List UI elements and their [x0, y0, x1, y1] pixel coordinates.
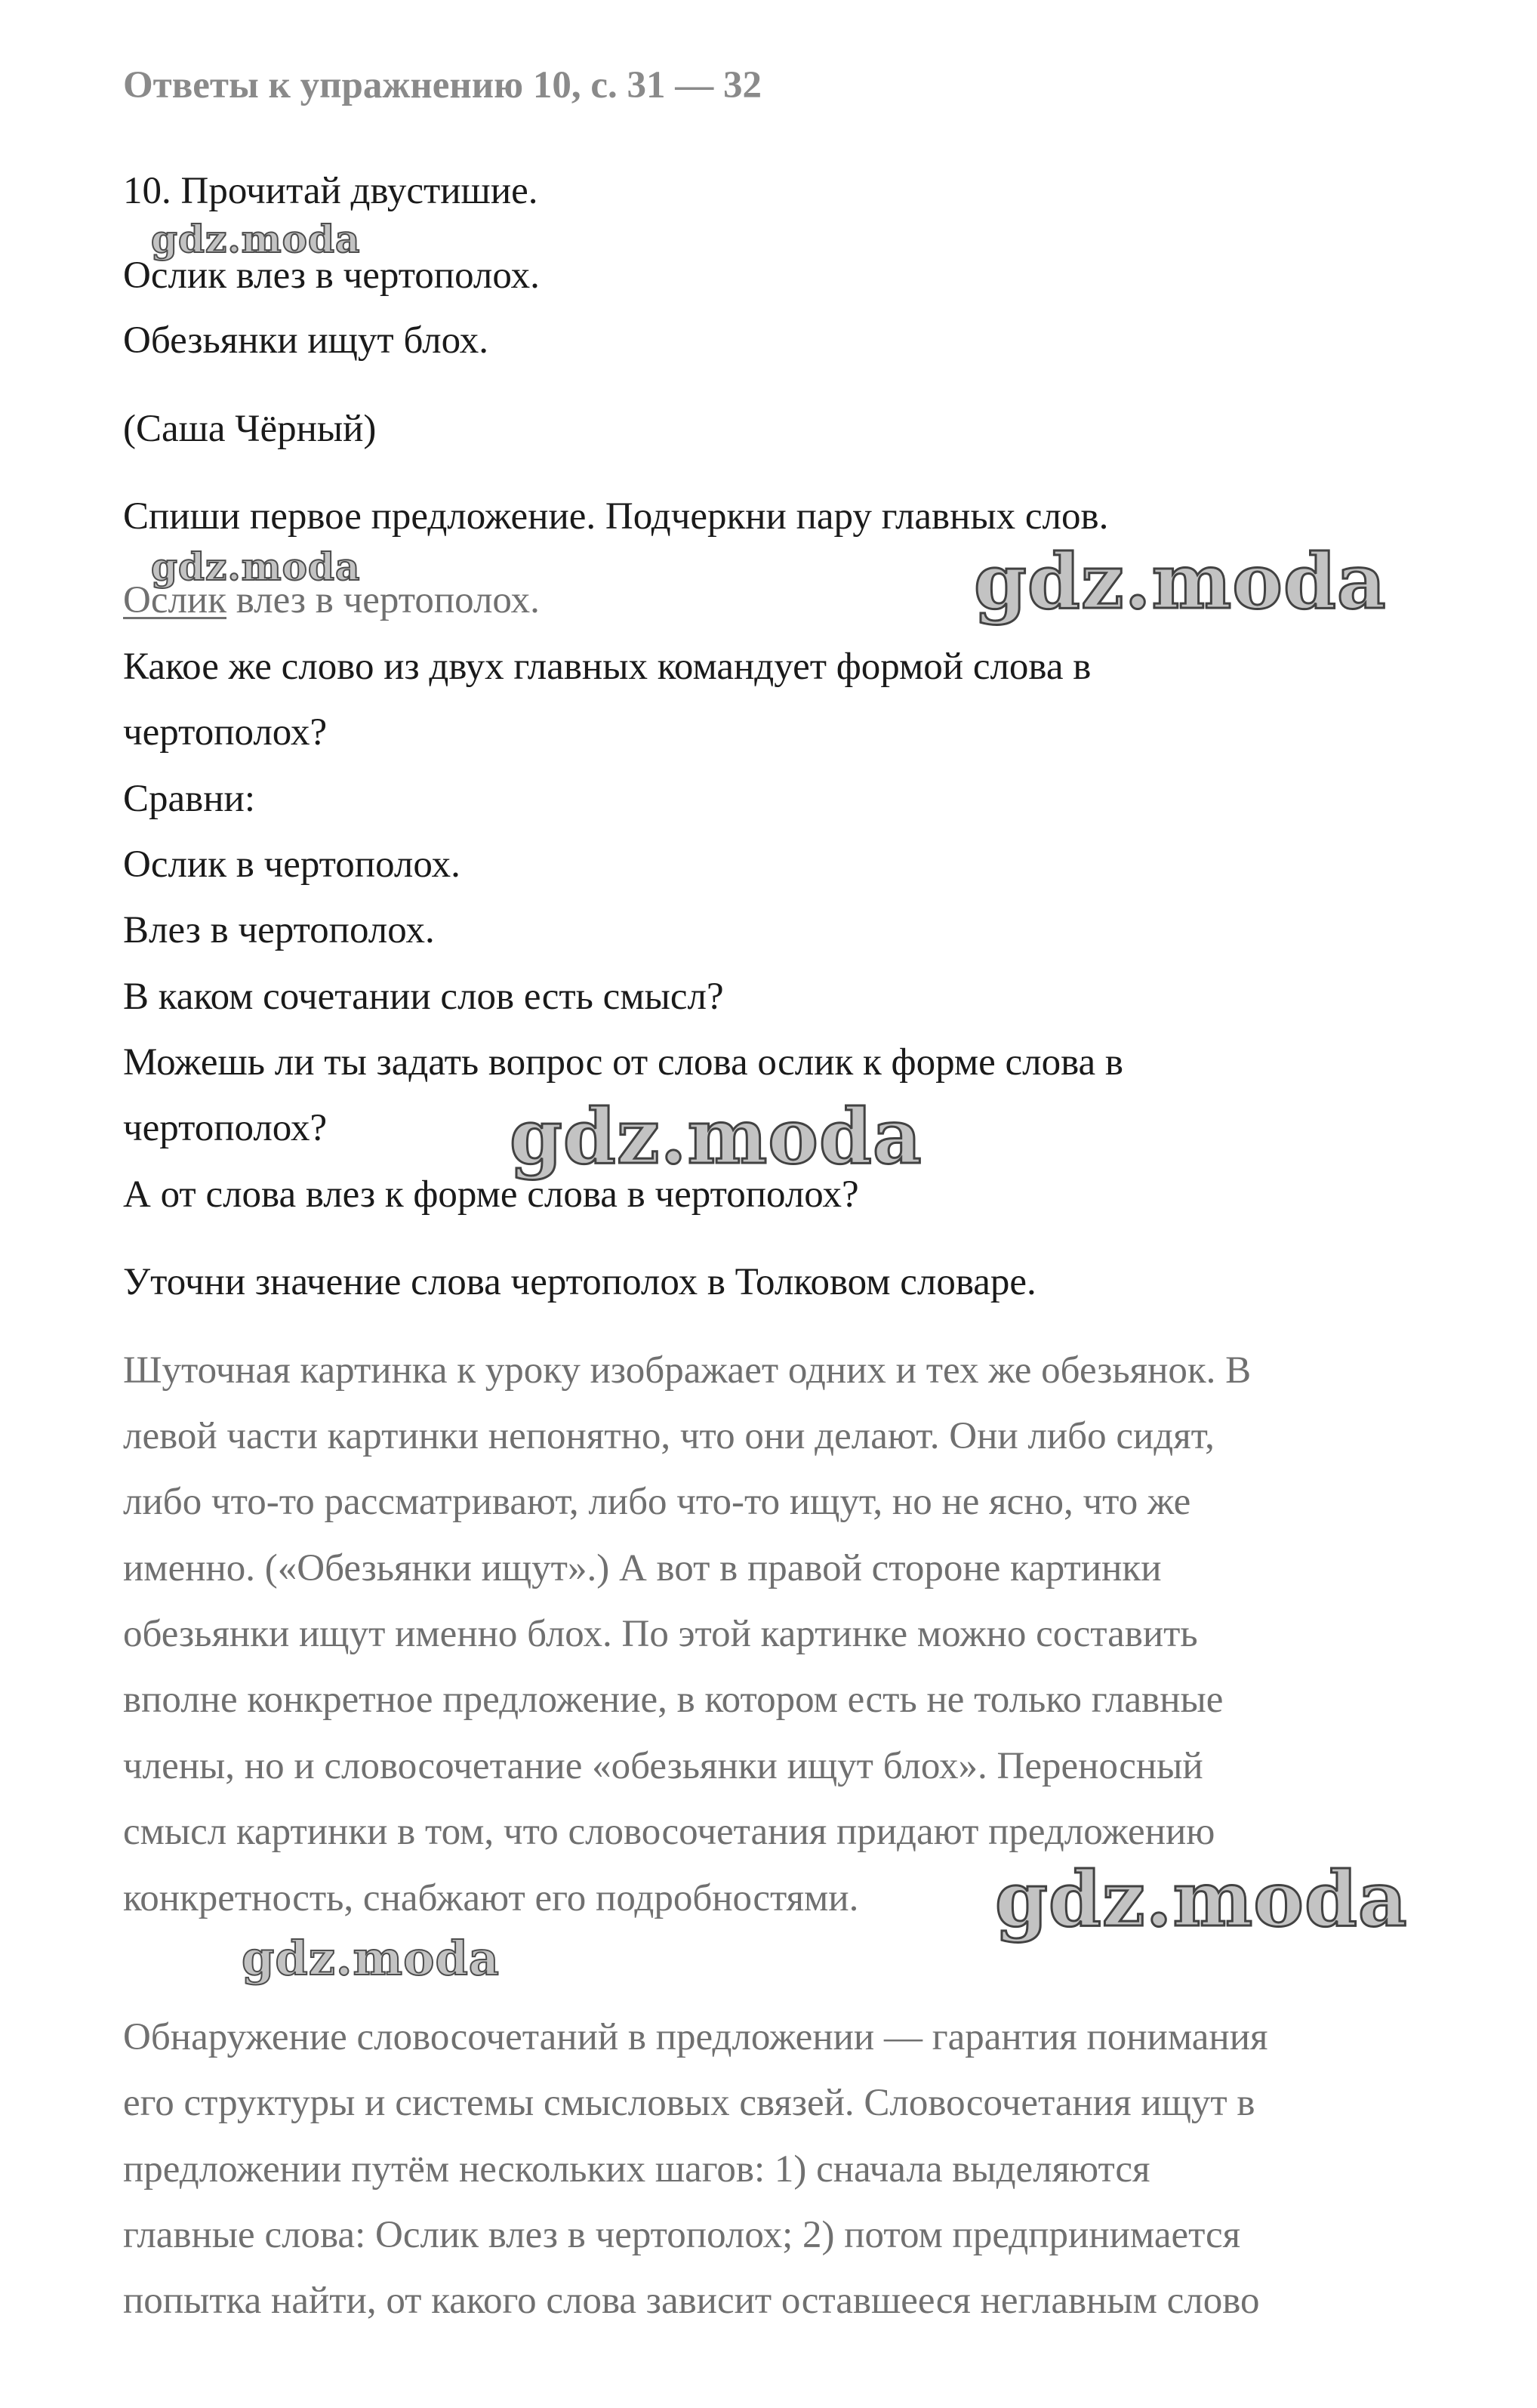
- paragraph-1-line: члены, но и словосочетание «обезьянки ищут блох». Переносный: [123, 1745, 1203, 1787]
- poem-line-1: Ослик влез в чертополох.: [123, 254, 540, 297]
- watermark: gdz.moda: [510, 1092, 923, 1181]
- paragraph-1-line: конкретность, снабжают его подробностями.: [123, 1877, 859, 1919]
- paragraph-1-line: обезьянки ищут именно блох. По этой картинке можно составить: [123, 1613, 1198, 1655]
- poem-line-2: Обезьянки ищут блох.: [123, 319, 489, 362]
- paragraph-2-line: предложении путём нескольких шагов: 1) сначала выделяются: [123, 2148, 1150, 2191]
- paragraph-1-line: смысл картинки в том, что словосочетания придают предложению: [123, 1811, 1215, 1853]
- watermark: gdz.moda: [151, 217, 361, 261]
- paragraph-1-line: левой части картинки непонятно, что они делают. Они либо сидят,: [123, 1415, 1215, 1457]
- paragraph-1-line: Шуточная картинка к уроку изображает одних и тех же обезьянок. В: [123, 1349, 1252, 1392]
- paragraph-2-line: его структуры и системы смысловых связей. Словосочетания ищут в: [123, 2082, 1255, 2124]
- question-line: Влез в чертополох.: [123, 909, 435, 951]
- answer-sentence-rest: влез в чертополох.: [226, 579, 540, 621]
- underlined-subject: Ослик: [123, 579, 226, 621]
- question-line: А от слова влез к форме слова в чертополох?: [123, 1173, 859, 1216]
- watermark: gdz.moda: [151, 544, 361, 589]
- dictionary-task: Уточни значение слова чертополох в Толковом словаре.: [123, 1261, 1036, 1303]
- paragraph-2-line: попытка найти, от какого слова зависит оставшееся неглавным слово: [123, 2280, 1260, 2322]
- question-line: В каком сочетании слов есть смысл?: [123, 976, 724, 1018]
- watermark: gdz.moda: [974, 537, 1387, 626]
- question-line: чертополох?: [123, 711, 328, 754]
- page-header: Ответы к упражнению 10, с. 31 — 32: [123, 64, 762, 106]
- paragraph-1-line: либо что-то рассматривают, либо что-то ищут, но не ясно, что же: [123, 1481, 1191, 1523]
- watermark: gdz.moda: [242, 1931, 500, 1986]
- poem-author: (Саша Чёрный): [123, 408, 377, 450]
- paragraph-2-line: главные слова: Ослик влез в чертополох; 2) потом предпринимается: [123, 2214, 1241, 2256]
- paragraph-2-line: Обнаружение словосочетаний в предложении — гарантия понимания: [123, 2016, 1268, 2058]
- question-line: Ослик в чертополох.: [123, 843, 460, 886]
- paragraph-1-line: вполне конкретное предложение, в котором есть не только главные: [123, 1679, 1224, 1721]
- question-line: Можешь ли ты задать вопрос от слова ослик к форме слова в: [123, 1041, 1123, 1084]
- question-line: Сравни:: [123, 778, 255, 820]
- question-line: Какое же слово из двух главных командует формой слова в: [123, 646, 1092, 688]
- paragraph-1-line: именно. («Обезьянки ищут».) А вот в правой стороне картинки: [123, 1547, 1162, 1589]
- question-line: чертополох?: [123, 1107, 328, 1149]
- watermark: gdz.moda: [995, 1855, 1408, 1944]
- instruction-text: Спиши первое предложение. Подчеркни пару главных слов.: [123, 495, 1109, 538]
- task-title: 10. Прочитай двустишие.: [123, 170, 538, 212]
